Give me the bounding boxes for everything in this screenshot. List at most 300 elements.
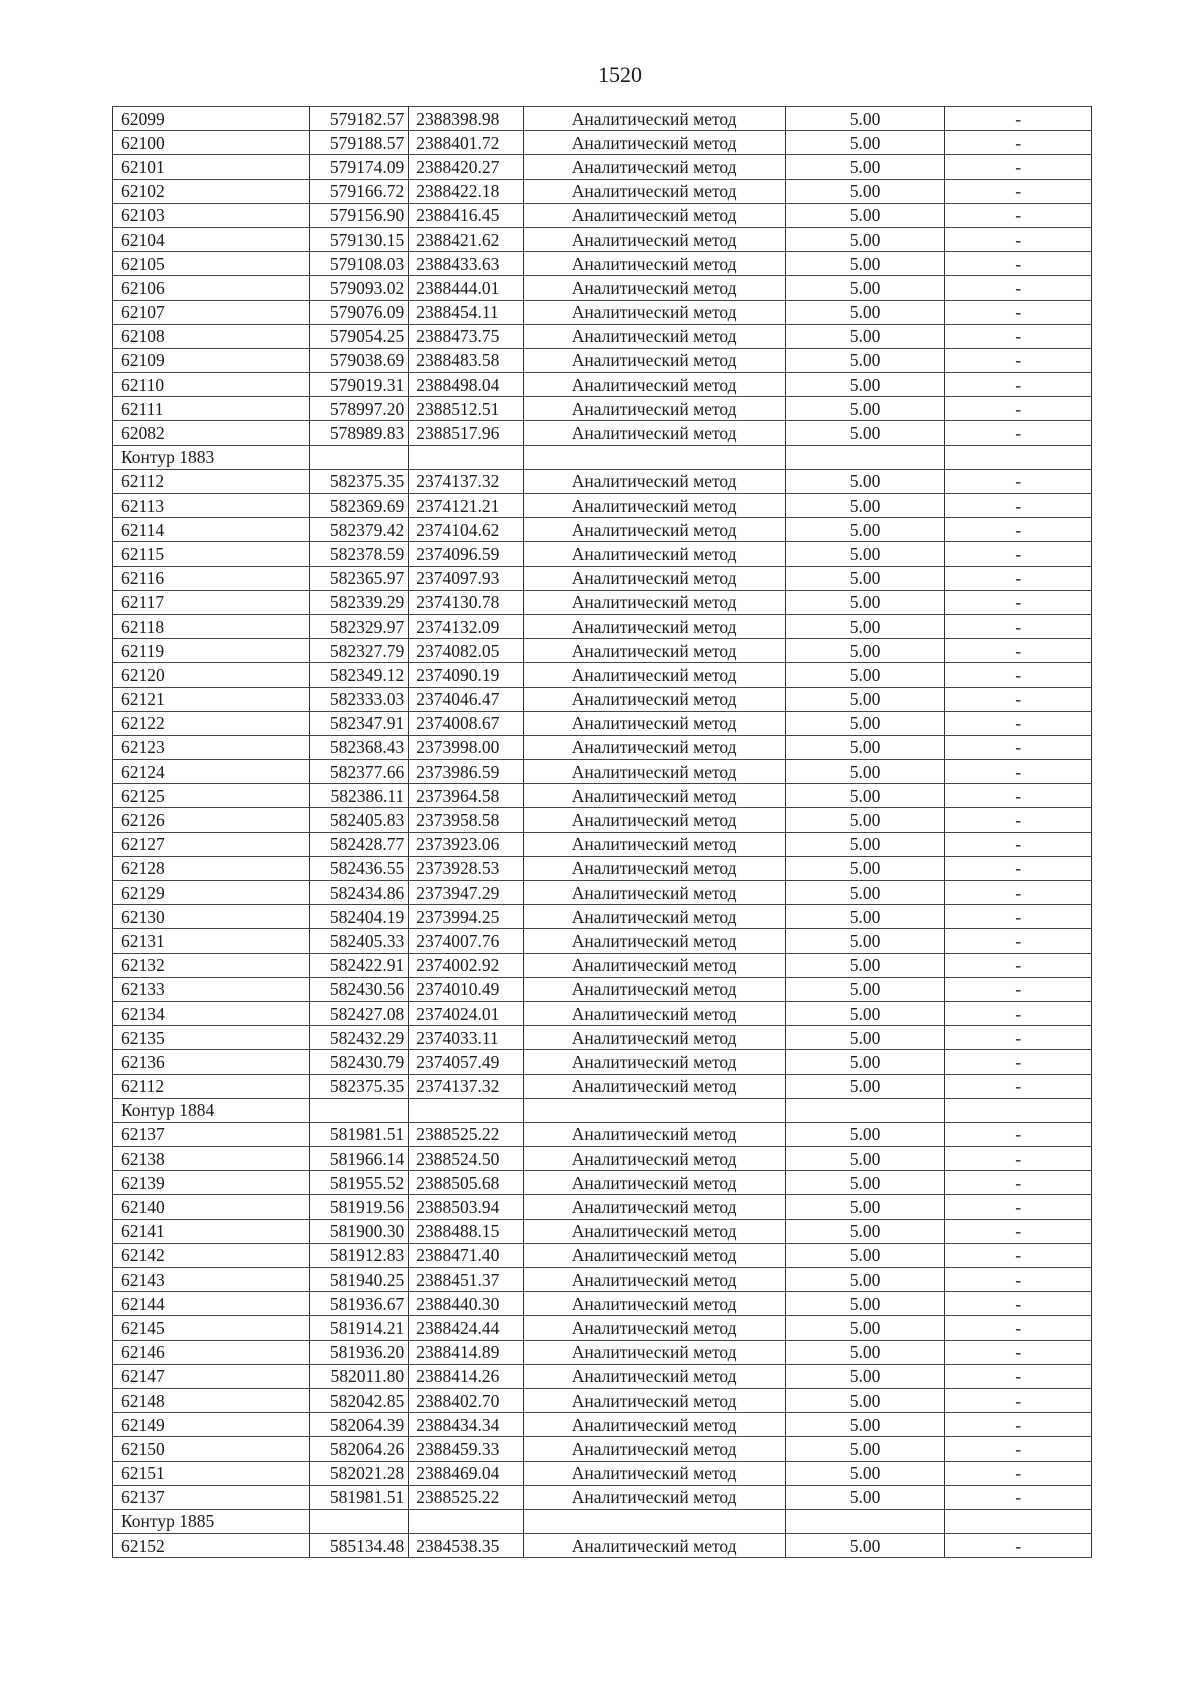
contour-title: Контур 1884	[113, 1098, 310, 1122]
method-cell: Аналитический метод	[523, 131, 785, 155]
method-cell: Аналитический метод	[523, 953, 785, 977]
point-id-cell: 62137	[113, 1122, 310, 1146]
y-coordinate-cell: 2388422.18	[409, 179, 523, 203]
accuracy-cell: 5.00	[785, 397, 945, 421]
table-row	[113, 227, 1092, 251]
accuracy-cell: 5.00	[785, 590, 945, 614]
method-cell: Аналитический метод	[523, 1171, 785, 1195]
x-coordinate-cell: 582428.77	[309, 832, 408, 856]
method-cell: Аналитический метод	[523, 832, 785, 856]
point-id-cell: 62110	[113, 373, 310, 397]
x-coordinate-cell: 581919.56	[309, 1195, 408, 1219]
table-row	[113, 324, 1092, 348]
x-coordinate-cell: 581936.67	[309, 1292, 408, 1316]
note-cell: -	[945, 469, 1092, 493]
accuracy-cell: 5.00	[785, 1485, 945, 1509]
x-coordinate-cell: 582365.97	[309, 566, 408, 590]
table-row	[113, 300, 1092, 324]
x-coordinate-cell: 582377.66	[309, 760, 408, 784]
y-coordinate-cell: 2388451.37	[409, 1268, 523, 1292]
cell-empty	[523, 445, 785, 469]
table-row	[113, 469, 1092, 493]
accuracy-cell: 5.00	[785, 179, 945, 203]
y-coordinate-cell: 2374130.78	[409, 590, 523, 614]
x-coordinate-cell: 581936.20	[309, 1340, 408, 1364]
accuracy-cell: 5.00	[785, 227, 945, 251]
point-id-cell: 62151	[113, 1461, 310, 1485]
y-coordinate-cell: 2373964.58	[409, 784, 523, 808]
table-row	[113, 1147, 1092, 1171]
method-cell: Аналитический метод	[523, 590, 785, 614]
table-row	[113, 1243, 1092, 1267]
note-cell: -	[945, 1268, 1092, 1292]
page-number: 1520	[598, 62, 642, 87]
accuracy-cell: 5.00	[785, 1195, 945, 1219]
note-cell: -	[945, 663, 1092, 687]
note-cell: -	[945, 300, 1092, 324]
note-cell: -	[945, 1195, 1092, 1219]
accuracy-cell: 5.00	[785, 421, 945, 445]
table-row	[113, 1001, 1092, 1025]
point-id-cell: 62115	[113, 542, 310, 566]
method-cell: Аналитический метод	[523, 1534, 785, 1558]
method-cell: Аналитический метод	[523, 252, 785, 276]
contour-header-row	[113, 445, 1092, 469]
accuracy-cell: 5.00	[785, 832, 945, 856]
accuracy-cell: 5.00	[785, 324, 945, 348]
point-id-cell: 62114	[113, 518, 310, 542]
x-coordinate-cell: 582327.79	[309, 639, 408, 663]
y-coordinate-cell: 2374007.76	[409, 929, 523, 953]
method-cell: Аналитический метод	[523, 494, 785, 518]
table-row	[113, 905, 1092, 929]
point-id-cell: 62132	[113, 953, 310, 977]
table-row	[113, 639, 1092, 663]
method-cell: Аналитический метод	[523, 155, 785, 179]
x-coordinate-cell: 579166.72	[309, 179, 408, 203]
note-cell: -	[945, 494, 1092, 518]
note-cell: -	[945, 784, 1092, 808]
point-id-cell: 62112	[113, 469, 310, 493]
note-cell: -	[945, 227, 1092, 251]
y-coordinate-cell: 2374121.21	[409, 494, 523, 518]
table-row	[113, 1171, 1092, 1195]
table-row	[113, 1219, 1092, 1243]
y-coordinate-cell: 2388421.62	[409, 227, 523, 251]
y-coordinate-cell: 2374090.19	[409, 663, 523, 687]
point-id-cell: 62134	[113, 1001, 310, 1025]
accuracy-cell: 5.00	[785, 494, 945, 518]
table-row	[113, 1292, 1092, 1316]
accuracy-cell: 5.00	[785, 348, 945, 372]
accuracy-cell: 5.00	[785, 687, 945, 711]
contour-header-row	[113, 1509, 1092, 1533]
y-coordinate-cell: 2374137.32	[409, 1074, 523, 1098]
point-id-cell: 62150	[113, 1437, 310, 1461]
y-coordinate-cell: 2373998.00	[409, 735, 523, 759]
point-id-cell: 62146	[113, 1340, 310, 1364]
x-coordinate-cell: 582405.83	[309, 808, 408, 832]
method-cell: Аналитический метод	[523, 1485, 785, 1509]
table-row	[113, 1437, 1092, 1461]
table-row	[113, 494, 1092, 518]
accuracy-cell: 5.00	[785, 1243, 945, 1267]
method-cell: Аналитический метод	[523, 300, 785, 324]
table-row	[113, 614, 1092, 638]
x-coordinate-cell: 582368.43	[309, 735, 408, 759]
point-id-cell: 62105	[113, 252, 310, 276]
accuracy-cell: 5.00	[785, 663, 945, 687]
method-cell: Аналитический метод	[523, 1461, 785, 1485]
method-cell: Аналитический метод	[523, 711, 785, 735]
y-coordinate-cell: 2388424.44	[409, 1316, 523, 1340]
method-cell: Аналитический метод	[523, 518, 785, 542]
y-coordinate-cell: 2374104.62	[409, 518, 523, 542]
accuracy-cell: 5.00	[785, 711, 945, 735]
accuracy-cell: 5.00	[785, 784, 945, 808]
y-coordinate-cell: 2388505.68	[409, 1171, 523, 1195]
method-cell: Аналитический метод	[523, 1268, 785, 1292]
table-row	[113, 832, 1092, 856]
method-cell: Аналитический метод	[523, 929, 785, 953]
table-row	[113, 808, 1092, 832]
point-id-cell: 62125	[113, 784, 310, 808]
x-coordinate-cell: 581966.14	[309, 1147, 408, 1171]
note-cell: -	[945, 1340, 1092, 1364]
y-coordinate-cell: 2388440.30	[409, 1292, 523, 1316]
y-coordinate-cell: 2374082.05	[409, 639, 523, 663]
table-row	[113, 252, 1092, 276]
point-id-cell: 62147	[113, 1364, 310, 1388]
coordinates-table	[112, 106, 1092, 1558]
note-cell: -	[945, 348, 1092, 372]
table-row	[113, 542, 1092, 566]
method-cell: Аналитический метод	[523, 977, 785, 1001]
accuracy-cell: 5.00	[785, 300, 945, 324]
point-id-cell: 62127	[113, 832, 310, 856]
note-cell: -	[945, 421, 1092, 445]
accuracy-cell: 5.00	[785, 1413, 945, 1437]
note-cell: -	[945, 131, 1092, 155]
x-coordinate-cell: 579076.09	[309, 300, 408, 324]
note-cell: -	[945, 1026, 1092, 1050]
table-row	[113, 735, 1092, 759]
note-cell: -	[945, 1219, 1092, 1243]
note-cell: -	[945, 881, 1092, 905]
table-row	[113, 1364, 1092, 1388]
y-coordinate-cell: 2373994.25	[409, 905, 523, 929]
table-row	[113, 155, 1092, 179]
accuracy-cell: 5.00	[785, 1147, 945, 1171]
accuracy-cell: 5.00	[785, 614, 945, 638]
point-id-cell: 62138	[113, 1147, 310, 1171]
y-coordinate-cell: 2374024.01	[409, 1001, 523, 1025]
table-row	[113, 179, 1092, 203]
x-coordinate-cell: 579182.57	[309, 107, 408, 131]
method-cell: Аналитический метод	[523, 227, 785, 251]
table-row	[113, 276, 1092, 300]
x-coordinate-cell: 582436.55	[309, 856, 408, 880]
x-coordinate-cell: 582430.56	[309, 977, 408, 1001]
point-id-cell: 62149	[113, 1413, 310, 1437]
accuracy-cell: 5.00	[785, 856, 945, 880]
note-cell: -	[945, 808, 1092, 832]
y-coordinate-cell: 2388525.22	[409, 1122, 523, 1146]
method-cell: Аналитический метод	[523, 784, 785, 808]
point-id-cell: 62143	[113, 1268, 310, 1292]
method-cell: Аналитический метод	[523, 663, 785, 687]
x-coordinate-cell: 579054.25	[309, 324, 408, 348]
y-coordinate-cell: 2373923.06	[409, 832, 523, 856]
x-coordinate-cell: 582042.85	[309, 1388, 408, 1412]
y-coordinate-cell: 2388402.70	[409, 1388, 523, 1412]
cell-empty	[945, 445, 1092, 469]
table-row	[113, 977, 1092, 1001]
note-cell: -	[945, 1364, 1092, 1388]
y-coordinate-cell: 2373947.29	[409, 881, 523, 905]
x-coordinate-cell: 579093.02	[309, 276, 408, 300]
point-id-cell: 62108	[113, 324, 310, 348]
table-row	[113, 687, 1092, 711]
method-cell: Аналитический метод	[523, 1413, 785, 1437]
y-coordinate-cell: 2388414.26	[409, 1364, 523, 1388]
table-row	[113, 856, 1092, 880]
y-coordinate-cell: 2374137.32	[409, 469, 523, 493]
table-row	[113, 1050, 1092, 1074]
table-row	[113, 881, 1092, 905]
accuracy-cell: 5.00	[785, 1268, 945, 1292]
x-coordinate-cell: 581912.83	[309, 1243, 408, 1267]
method-cell: Аналитический метод	[523, 373, 785, 397]
note-cell: -	[945, 203, 1092, 227]
accuracy-cell: 5.00	[785, 252, 945, 276]
accuracy-cell: 5.00	[785, 542, 945, 566]
x-coordinate-cell: 582347.91	[309, 711, 408, 735]
x-coordinate-cell: 582405.33	[309, 929, 408, 953]
y-coordinate-cell: 2388517.96	[409, 421, 523, 445]
table-row	[113, 1122, 1092, 1146]
x-coordinate-cell: 579038.69	[309, 348, 408, 372]
y-coordinate-cell: 2374008.67	[409, 711, 523, 735]
accuracy-cell: 5.00	[785, 1074, 945, 1098]
note-cell: -	[945, 1122, 1092, 1146]
y-coordinate-cell: 2388498.04	[409, 373, 523, 397]
accuracy-cell: 5.00	[785, 639, 945, 663]
accuracy-cell: 5.00	[785, 203, 945, 227]
accuracy-cell: 5.00	[785, 1050, 945, 1074]
method-cell: Аналитический метод	[523, 1050, 785, 1074]
x-coordinate-cell: 582422.91	[309, 953, 408, 977]
method-cell: Аналитический метод	[523, 324, 785, 348]
x-coordinate-cell: 579174.09	[309, 155, 408, 179]
note-cell: -	[945, 1388, 1092, 1412]
method-cell: Аналитический метод	[523, 1195, 785, 1219]
accuracy-cell: 5.00	[785, 518, 945, 542]
y-coordinate-cell: 2388471.40	[409, 1243, 523, 1267]
note-cell: -	[945, 1316, 1092, 1340]
note-cell: -	[945, 1147, 1092, 1171]
note-cell: -	[945, 639, 1092, 663]
y-coordinate-cell: 2388420.27	[409, 155, 523, 179]
table-row	[113, 663, 1092, 687]
method-cell: Аналитический метод	[523, 179, 785, 203]
note-cell: -	[945, 1485, 1092, 1509]
contour-header-row	[113, 1098, 1092, 1122]
accuracy-cell: 5.00	[785, 155, 945, 179]
method-cell: Аналитический метод	[523, 469, 785, 493]
table-row	[113, 373, 1092, 397]
cell-empty	[945, 1098, 1092, 1122]
note-cell: -	[945, 107, 1092, 131]
y-coordinate-cell: 2388414.89	[409, 1340, 523, 1364]
x-coordinate-cell: 582432.29	[309, 1026, 408, 1050]
point-id-cell: 62131	[113, 929, 310, 953]
method-cell: Аналитический метод	[523, 276, 785, 300]
table-row	[113, 566, 1092, 590]
point-id-cell: 62118	[113, 614, 310, 638]
note-cell: -	[945, 155, 1092, 179]
accuracy-cell: 5.00	[785, 1461, 945, 1485]
note-cell: -	[945, 614, 1092, 638]
table-row	[113, 1461, 1092, 1485]
method-cell: Аналитический метод	[523, 1437, 785, 1461]
x-coordinate-cell: 582064.39	[309, 1413, 408, 1437]
x-coordinate-cell: 579108.03	[309, 252, 408, 276]
x-coordinate-cell: 585134.48	[309, 1534, 408, 1558]
point-id-cell: 62130	[113, 905, 310, 929]
accuracy-cell: 5.00	[785, 1001, 945, 1025]
point-id-cell: 62141	[113, 1219, 310, 1243]
cell-empty	[409, 445, 523, 469]
x-coordinate-cell: 581981.51	[309, 1485, 408, 1509]
point-id-cell: 62145	[113, 1316, 310, 1340]
x-coordinate-cell: 582329.97	[309, 614, 408, 638]
point-id-cell: 62109	[113, 348, 310, 372]
x-coordinate-cell: 581900.30	[309, 1219, 408, 1243]
accuracy-cell: 5.00	[785, 469, 945, 493]
y-coordinate-cell: 2374097.93	[409, 566, 523, 590]
y-coordinate-cell: 2374010.49	[409, 977, 523, 1001]
table-row	[113, 711, 1092, 735]
method-cell: Аналитический метод	[523, 566, 785, 590]
note-cell: -	[945, 252, 1092, 276]
y-coordinate-cell: 2373986.59	[409, 760, 523, 784]
x-coordinate-cell: 582375.35	[309, 469, 408, 493]
method-cell: Аналитический метод	[523, 614, 785, 638]
method-cell: Аналитический метод	[523, 107, 785, 131]
note-cell: -	[945, 1413, 1092, 1437]
point-id-cell: 62136	[113, 1050, 310, 1074]
method-cell: Аналитический метод	[523, 203, 785, 227]
x-coordinate-cell: 582378.59	[309, 542, 408, 566]
method-cell: Аналитический метод	[523, 1388, 785, 1412]
table-row	[113, 1316, 1092, 1340]
note-cell: -	[945, 1074, 1092, 1098]
note-cell: -	[945, 760, 1092, 784]
accuracy-cell: 5.00	[785, 735, 945, 759]
point-id-cell: 62102	[113, 179, 310, 203]
accuracy-cell: 5.00	[785, 1026, 945, 1050]
y-coordinate-cell: 2388459.33	[409, 1437, 523, 1461]
point-id-cell: 62126	[113, 808, 310, 832]
point-id-cell: 62116	[113, 566, 310, 590]
table-row	[113, 203, 1092, 227]
x-coordinate-cell: 581940.25	[309, 1268, 408, 1292]
point-id-cell: 62140	[113, 1195, 310, 1219]
y-coordinate-cell: 2388433.63	[409, 252, 523, 276]
y-coordinate-cell: 2388401.72	[409, 131, 523, 155]
x-coordinate-cell: 581981.51	[309, 1122, 408, 1146]
method-cell: Аналитический метод	[523, 1364, 785, 1388]
table-body	[113, 107, 1092, 1558]
accuracy-cell: 5.00	[785, 1171, 945, 1195]
point-id-cell: 62112	[113, 1074, 310, 1098]
accuracy-cell: 5.00	[785, 131, 945, 155]
method-cell: Аналитический метод	[523, 735, 785, 759]
accuracy-cell: 5.00	[785, 1364, 945, 1388]
method-cell: Аналитический метод	[523, 397, 785, 421]
table-row	[113, 929, 1092, 953]
y-coordinate-cell: 2388488.15	[409, 1219, 523, 1243]
accuracy-cell: 5.00	[785, 977, 945, 1001]
note-cell: -	[945, 324, 1092, 348]
method-cell: Аналитический метод	[523, 542, 785, 566]
point-id-cell: 62135	[113, 1026, 310, 1050]
x-coordinate-cell: 582404.19	[309, 905, 408, 929]
accuracy-cell: 5.00	[785, 1437, 945, 1461]
table-row	[113, 1485, 1092, 1509]
x-coordinate-cell: 582386.11	[309, 784, 408, 808]
note-cell: -	[945, 566, 1092, 590]
note-cell: -	[945, 397, 1092, 421]
method-cell: Аналитический метод	[523, 639, 785, 663]
point-id-cell: 62133	[113, 977, 310, 1001]
x-coordinate-cell: 582349.12	[309, 663, 408, 687]
note-cell: -	[945, 905, 1092, 929]
y-coordinate-cell: 2373958.58	[409, 808, 523, 832]
method-cell: Аналитический метод	[523, 760, 785, 784]
cell-empty	[409, 1098, 523, 1122]
accuracy-cell: 5.00	[785, 1534, 945, 1558]
point-id-cell: 62129	[113, 881, 310, 905]
point-id-cell: 62117	[113, 590, 310, 614]
table-row	[113, 953, 1092, 977]
x-coordinate-cell: 579019.31	[309, 373, 408, 397]
table-row	[113, 784, 1092, 808]
accuracy-cell: 5.00	[785, 929, 945, 953]
y-coordinate-cell: 2388398.98	[409, 107, 523, 131]
method-cell: Аналитический метод	[523, 856, 785, 880]
point-id-cell: 62107	[113, 300, 310, 324]
method-cell: Аналитический метод	[523, 1219, 785, 1243]
note-cell: -	[945, 687, 1092, 711]
cell-empty	[309, 1509, 408, 1533]
point-id-cell: 62137	[113, 1485, 310, 1509]
method-cell: Аналитический метод	[523, 687, 785, 711]
accuracy-cell: 5.00	[785, 760, 945, 784]
method-cell: Аналитический метод	[523, 1243, 785, 1267]
note-cell: -	[945, 179, 1092, 203]
point-id-cell: 62123	[113, 735, 310, 759]
y-coordinate-cell: 2388416.45	[409, 203, 523, 227]
contour-title: Контур 1885	[113, 1509, 310, 1533]
cell-empty	[309, 1098, 408, 1122]
accuracy-cell: 5.00	[785, 1219, 945, 1243]
cell-empty	[785, 1509, 945, 1533]
note-cell: -	[945, 1534, 1092, 1558]
x-coordinate-cell: 579130.15	[309, 227, 408, 251]
y-coordinate-cell: 2374057.49	[409, 1050, 523, 1074]
